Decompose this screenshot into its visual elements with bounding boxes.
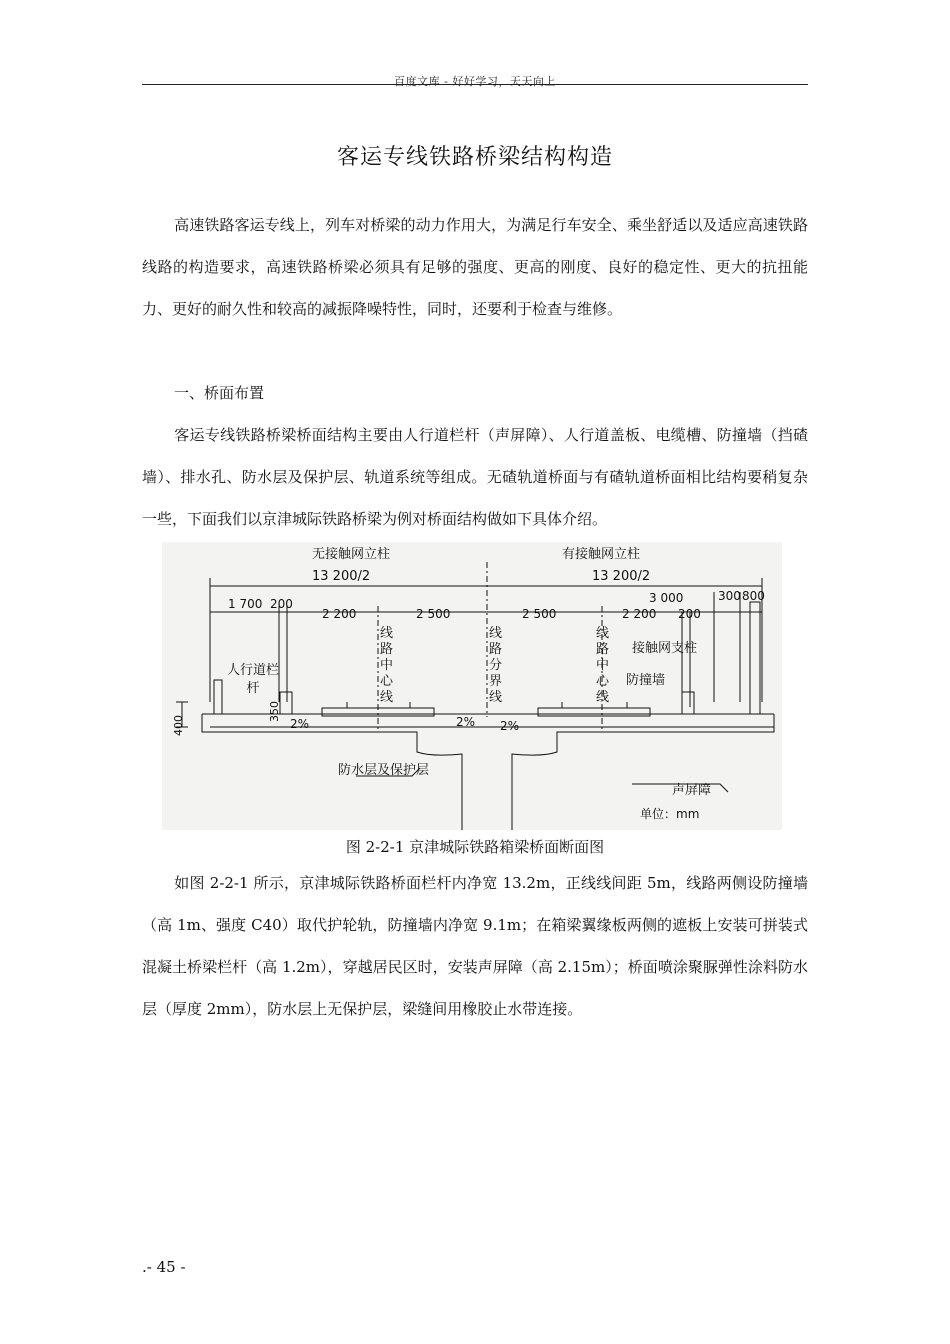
paragraph-figure-explanation: [142, 862, 808, 1030]
document-title: 客运专线铁路桥梁结构构造: [336, 145, 613, 170]
crash-wall-right: [682, 692, 694, 714]
paragraph-intro-text: 高速铁路客运专线上，列车对桥梁的动力作用大，为满足行车安全、乘坐舒适以及适应高速铁路线路的构造要求，高速铁路桥梁必须具有足够的强度、更高的刚度、良好的稳定性、更大的抗扭能力、更好的耐久性和较高的减振降噪特性，同时，还要利于检查与维修。: [142, 216, 808, 318]
label-dim-350: 350: [268, 701, 281, 722]
label-track-center-right: 线路中心线: [596, 626, 610, 705]
label-dim-2500-left: 2 500: [416, 607, 451, 621]
label-unit: 单位：mm: [640, 807, 700, 821]
page-header: 百度文库 - 好好学习，天天向上: [394, 75, 556, 88]
section-heading: [142, 372, 808, 414]
label-slope-mid-right: 2%: [500, 719, 520, 733]
label-dim-300: 300: [718, 589, 741, 603]
page-number: .- 45 -: [142, 1258, 186, 1276]
label-sound-barrier: 声屏障: [672, 783, 712, 798]
paragraph-intro: [142, 204, 808, 330]
header-rule: [142, 84, 808, 85]
sound-barrier-wall: [750, 602, 760, 714]
paragraph-deck-layout-text: 客运专线铁路桥梁桥面结构主要由人行道栏杆（声屏障）、人行道盖板、电缆槽、防撞墙（挡碴墙）、排水孔、防水层及保护层、轨道系统等组成。无碴轨道桥面与有碴轨道桥面相比结构要稍复杂一些，下面我们以京津城际铁路桥梁为例对桥面结构做如下具体介绍。: [142, 426, 808, 528]
cross-section-drawing: [162, 542, 782, 830]
paragraph-deck-layout: [142, 414, 808, 540]
label-right-title: 有接触网立柱: [562, 547, 641, 562]
label-left-title: 无接触网立柱: [312, 547, 391, 562]
label-dim-800: 800: [742, 589, 765, 603]
label-track-center-left: 线路中心线: [380, 626, 394, 705]
label-dim-200-right: 200: [678, 607, 701, 621]
paragraph-figure-explanation-text: 如图 2-2-1 所示，京津城际铁路桥面栏杆内净宽 13.2m，正线线间距 5m，线路两侧设防撞墙（高 1m、强度 C40）取代护轮轨，防撞墙内净宽 9.1m；在箱梁翼缘板两侧的遮板上安装可拼装式混凝土桥梁栏杆（高 1.2m），穿越居民区时，安装声屏障（高 2.15m）；桥面喷涂聚脲弹性涂料防水层（厚度 2mm），防水层上无保护层，梁缝间用橡胶止水带连接。: [142, 874, 808, 1018]
label-dim-1700: 1 700: [228, 597, 263, 611]
label-half-width-right: 13 200/2: [592, 569, 651, 584]
label-dim-400: 400: [172, 715, 185, 736]
cross-section-figure: [162, 542, 782, 830]
label-track-divider: 线路分界线: [489, 626, 503, 705]
track-slab-right: [538, 708, 650, 716]
section-heading-text: 一、桥面布置: [174, 384, 265, 402]
label-waterproof: 防水层及保护层: [338, 763, 430, 778]
label-dim-2200-right: 2 200: [622, 607, 657, 621]
label-half-width-left: 13 200/2: [312, 569, 371, 584]
label-slope-mid-left: 2%: [456, 715, 476, 729]
label-dim-2500-right: 2 500: [522, 607, 557, 621]
label-railing: 人行道栏杆: [226, 663, 279, 696]
label-dim-2200-left: 2 200: [322, 607, 357, 621]
railing-post: [214, 680, 222, 714]
label-slope-left: 2%: [290, 717, 310, 731]
figure-caption: 图 2-2-1 京津城际铁路箱梁桥面断面图: [345, 838, 605, 856]
label-dim-3000: 3 000: [649, 591, 684, 605]
label-catenary-post: 接触网支柱: [632, 641, 698, 656]
label-crash-wall: 防撞墙: [626, 673, 666, 688]
label-dim-200-left: 200: [270, 597, 293, 611]
